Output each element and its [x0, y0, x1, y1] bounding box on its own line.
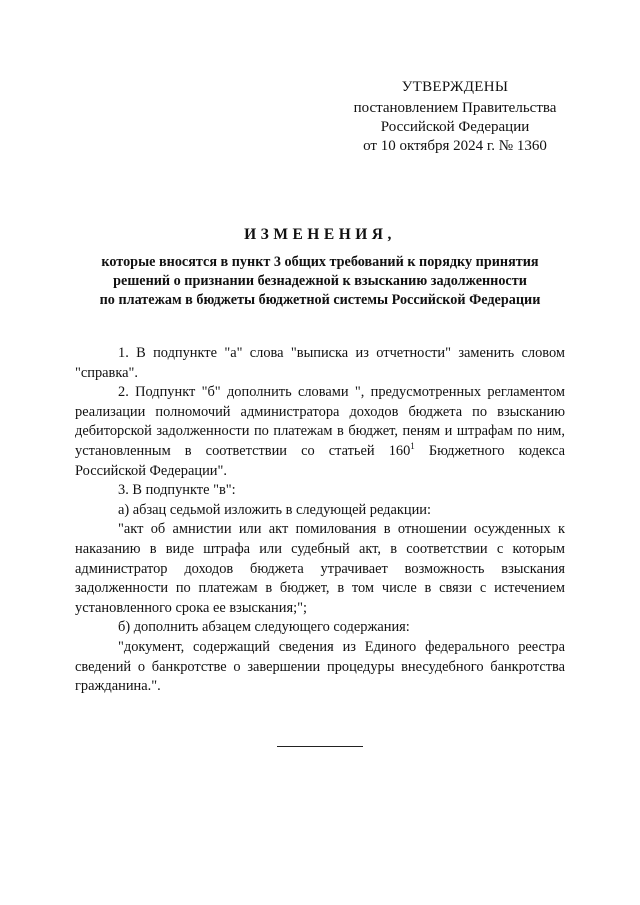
paragraph-7: "документ, содержащий сведения из Единого федерального реестра сведений о банкротстве о завершении процедуры внесудебного банкротства гражданина.". [75, 638, 565, 695]
approval-line-2: Российской Федерации [380, 119, 530, 135]
paragraph-1: 1. В подпункте "а" слова "выписка из отчетности" заменить словом "справка". [75, 345, 565, 381]
document-subtitle-line-3: по платежам в бюджеты бюджетной системы Российской Федерации [99, 292, 541, 308]
approval-title: УТВЕРЖДЕНЫ [401, 79, 509, 95]
approval-block [330, 78, 580, 156]
approval-line-1: постановлением Правительства [353, 100, 557, 116]
closing-divider [277, 746, 363, 747]
paragraph-3: 3. В подпункте "в": [118, 482, 236, 499]
document-subtitle-line-2: решений о признании безнадежной к взысканию задолженности [113, 273, 527, 289]
document-title: ИЗМЕНЕНИЯ, [244, 226, 396, 243]
document-body [75, 344, 565, 697]
paragraph-2-text: 2. Подпункт "б" дополнить словами ", предусмотренных регламентом реализации полномочий администратора доходов бюджета по взысканию дебиторской задолженности по платежам в бюджет, пеням и штрафам по ним, установленным в соответствии со статьей 160 [75, 384, 565, 459]
paragraph-2-tail: Бюджетного кодекса Российской Федерации". [75, 442, 565, 479]
approval-line-3: от 10 октября 2024 г. № 1360 [363, 138, 547, 154]
paragraph-5: "акт об амнистии или акт помилования в отношении осужденных к наказанию в виде штрафа или судебный акт, в соответствии с которым администратор доходов бюджета утрачивает возможность взыскания задолженности по платежам в бюджет, в том числе в связи с истечением установленного срока ее взыскания;"; [75, 521, 565, 616]
document-subtitle-line-1: которые вносятся в пункт 3 общих требований к порядку принятия [101, 254, 539, 270]
article-superscript: 1 [410, 440, 415, 451]
paragraph-6: б) дополнить абзацем следующего содержания: [118, 619, 410, 636]
document-heading [60, 226, 580, 310]
paragraph-2 [75, 383, 565, 481]
paragraph-4: а) абзац седьмой изложить в следующей редакции: [118, 501, 431, 518]
